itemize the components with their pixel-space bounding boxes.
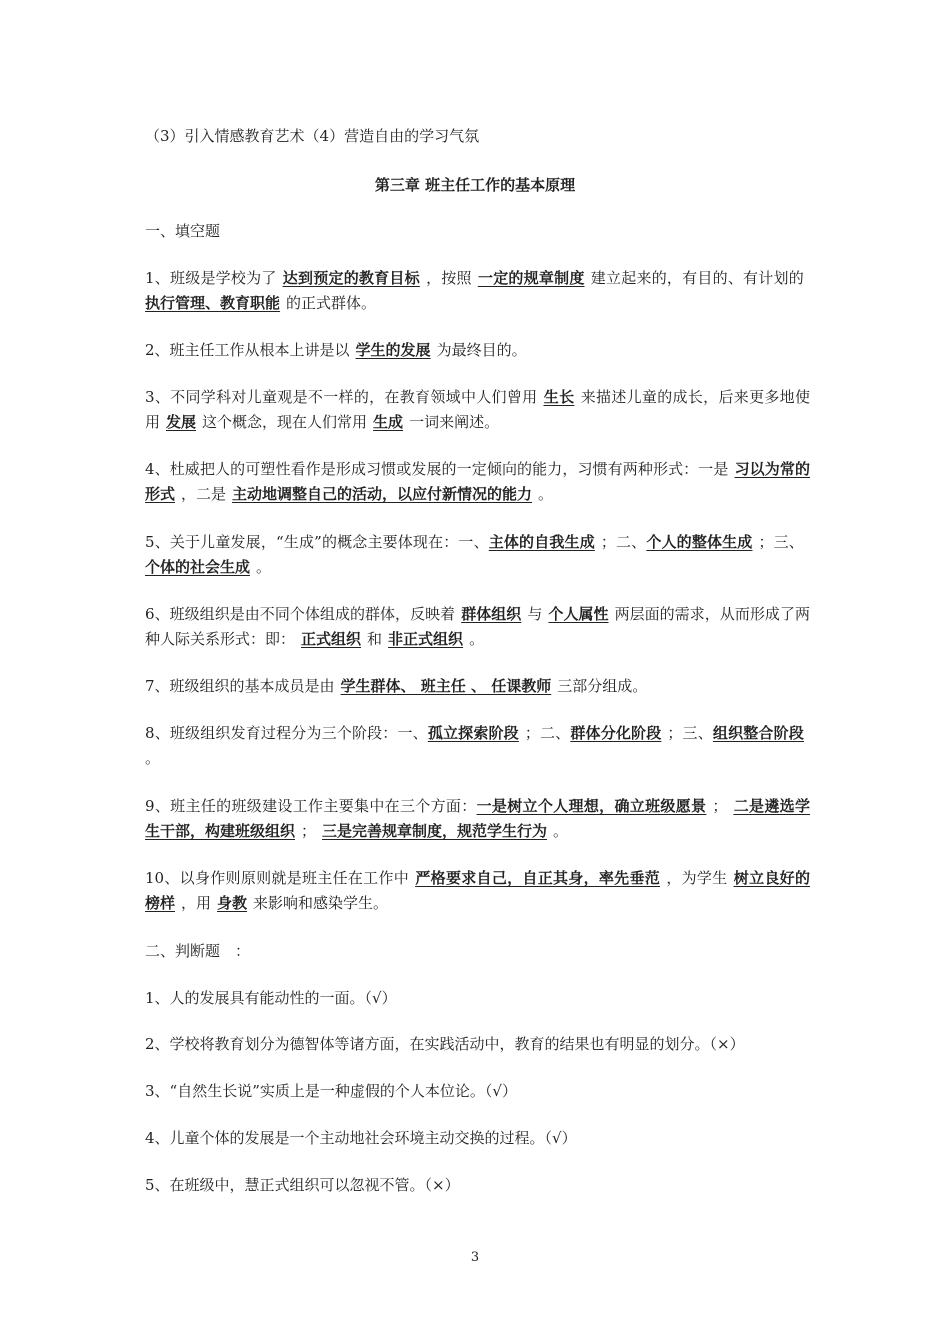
q3-answer-3: 生成 xyxy=(373,413,404,431)
q6-text: 和 xyxy=(367,630,383,648)
q4-answer-1: 习以为常的形式 xyxy=(145,460,810,503)
q3-text: 来描述儿童的成长，后来更多地使用 xyxy=(145,388,810,431)
q4-text: 4、杜威把人的可塑性看作是形成习惯或发展的一定倾向的能力，习惯有两种形式：一是 xyxy=(145,460,729,478)
q8-text: ；三、 xyxy=(667,724,713,742)
q10-text: ，用 xyxy=(181,894,212,912)
q10-answer-3: 身教 xyxy=(217,894,248,912)
q9-answer-1: 一是树立个人理想，确立班级愿景 xyxy=(476,797,707,815)
section-heading-true-false: 二、判断题 ： xyxy=(145,942,251,960)
q4-text: 。 xyxy=(538,485,554,503)
q10-answer-2: 树立良好的榜样 xyxy=(145,869,810,912)
q10-text: ，为学生 xyxy=(666,869,728,887)
q9-answer-3: 三是完善规章制度，规范学生行为 xyxy=(322,822,548,840)
q3-answer-2: 发展 xyxy=(166,413,197,431)
q6-text: 。 xyxy=(469,630,485,648)
q6-text: 6、班级组织是由不同个体组成的群体，反映着 xyxy=(145,605,456,623)
chapter-title: 第三章 班主任工作的基本原理 xyxy=(374,176,576,194)
question-3 xyxy=(145,385,810,435)
q1-text: ，按照 xyxy=(425,269,472,287)
q10-text: 来影响和感染学生。 xyxy=(253,894,389,912)
judgment-item: 3、“自然生长说”实质上是一种虚假的个人本位论。（√） xyxy=(145,1082,517,1100)
q9-text: 。 xyxy=(553,822,569,840)
q8-answer-3: 组织整合阶段 xyxy=(712,724,804,742)
q8-text: 。 xyxy=(145,749,161,767)
q9-text: ； xyxy=(712,797,728,815)
q7-answer-1: 学生群体、 班主任 、 任课教师 xyxy=(340,677,552,695)
q1-answer-2: 一定的规章制度 xyxy=(477,269,585,287)
judgment-item: 4、儿童个体的发展是一个主动地社会环境主动交换的过程。（√） xyxy=(145,1129,577,1147)
q2-text: 为最终目的。 xyxy=(436,341,527,359)
q4-text: ，二是 xyxy=(181,485,227,503)
q2-answer-1: 学生的发展 xyxy=(355,341,431,359)
q9-text: 9、班主任的班级建设工作主要集中在三个方面： xyxy=(145,797,477,815)
q6-text: 与 xyxy=(527,605,543,623)
q1-text: 建立起来的，有目的、有计划的 xyxy=(590,269,804,287)
q6-answer-1: 群体组织 xyxy=(461,605,522,623)
q8-text: ；二、 xyxy=(524,724,571,742)
question-4 xyxy=(145,457,810,507)
q4-answer-2: 主动地调整自己的活动，以应付新情况的能力 xyxy=(232,485,533,503)
intro-line: （3）引入情感教育艺术（4）营造自由的学习气氛 xyxy=(145,127,480,145)
judgment-item: 1、人的发展具有能动性的一面。（√） xyxy=(145,989,397,1007)
q5-text: ；三、 xyxy=(758,533,804,551)
q1-text: 1、班级是学校为了 xyxy=(145,269,277,287)
q9-text: ； xyxy=(301,822,317,840)
question-8 xyxy=(145,721,810,771)
q8-answer-2: 群体分化阶段 xyxy=(570,724,662,742)
q10-text: 10、以身作则原则就是班主任在工作中 xyxy=(145,869,410,887)
page-number: 3 xyxy=(470,1250,480,1265)
q8-answer-1: 孤立探索阶段 xyxy=(427,724,519,742)
q5-text: 。 xyxy=(256,558,272,576)
question-5 xyxy=(145,530,810,580)
q6-answer-2: 个人属性 xyxy=(548,605,609,623)
question-1 xyxy=(145,266,810,316)
q5-answer-1: 主体的自我生成 xyxy=(488,533,595,551)
question-2 xyxy=(145,338,810,363)
q6-text: 两层面的需求，从而形成了两种人际关系形式：即： xyxy=(145,605,810,648)
q5-answer-2: 个人的整体生成 xyxy=(646,533,753,551)
section-heading-fill-in: 一、填空题 xyxy=(145,222,221,240)
q1-answer-1: 达到预定的教育目标 xyxy=(282,269,420,287)
q7-text: 三部分组成。 xyxy=(557,677,648,695)
question-9 xyxy=(145,794,810,844)
q1-answer-3: 执行管理、教育职能 xyxy=(145,294,281,312)
q9-answer-2: 二是遴选学生干部，构建班级组织 xyxy=(145,797,810,840)
q5-text: ；二、 xyxy=(600,533,647,551)
question-7 xyxy=(145,674,810,699)
q8-text: 8、班级组织发育过程分为三个阶段：一、 xyxy=(145,724,428,742)
q5-text: 5、关于儿童发展，“生成”的概念主要体现在：一、 xyxy=(145,533,489,551)
q3-text: 3、不同学科对儿童观是不一样的，在教育领域中人们曾用 xyxy=(145,388,538,406)
judgment-item: 5、在班级中，慧正式组织可以忽视不管。（×） xyxy=(145,1176,460,1194)
q1-text: 的正式群体。 xyxy=(286,294,377,312)
question-10 xyxy=(145,866,810,916)
q3-text: 一词来阐述。 xyxy=(409,413,500,431)
q10-answer-1: 严格要求自己，自正其身，率先垂范 xyxy=(415,869,661,887)
q3-answer-1: 生长 xyxy=(543,388,575,406)
q6-answer-3: 正式组织 xyxy=(301,630,362,648)
q7-text: 7、班级组织的基本成员是由 xyxy=(145,677,335,695)
q3-text: 这个概念，现在人们常用 xyxy=(202,413,368,431)
q5-answer-3: 个体的社会生成 xyxy=(145,558,251,576)
q2-text: 2、班主任工作从根本上讲是以 xyxy=(145,341,350,359)
judgment-item: 2、学校将教育划分为德智体等诸方面，在实践活动中，教育的结果也有明显的划分。（×） xyxy=(145,1035,745,1053)
question-6 xyxy=(145,602,810,652)
q6-answer-4: 非正式组织 xyxy=(388,630,464,648)
